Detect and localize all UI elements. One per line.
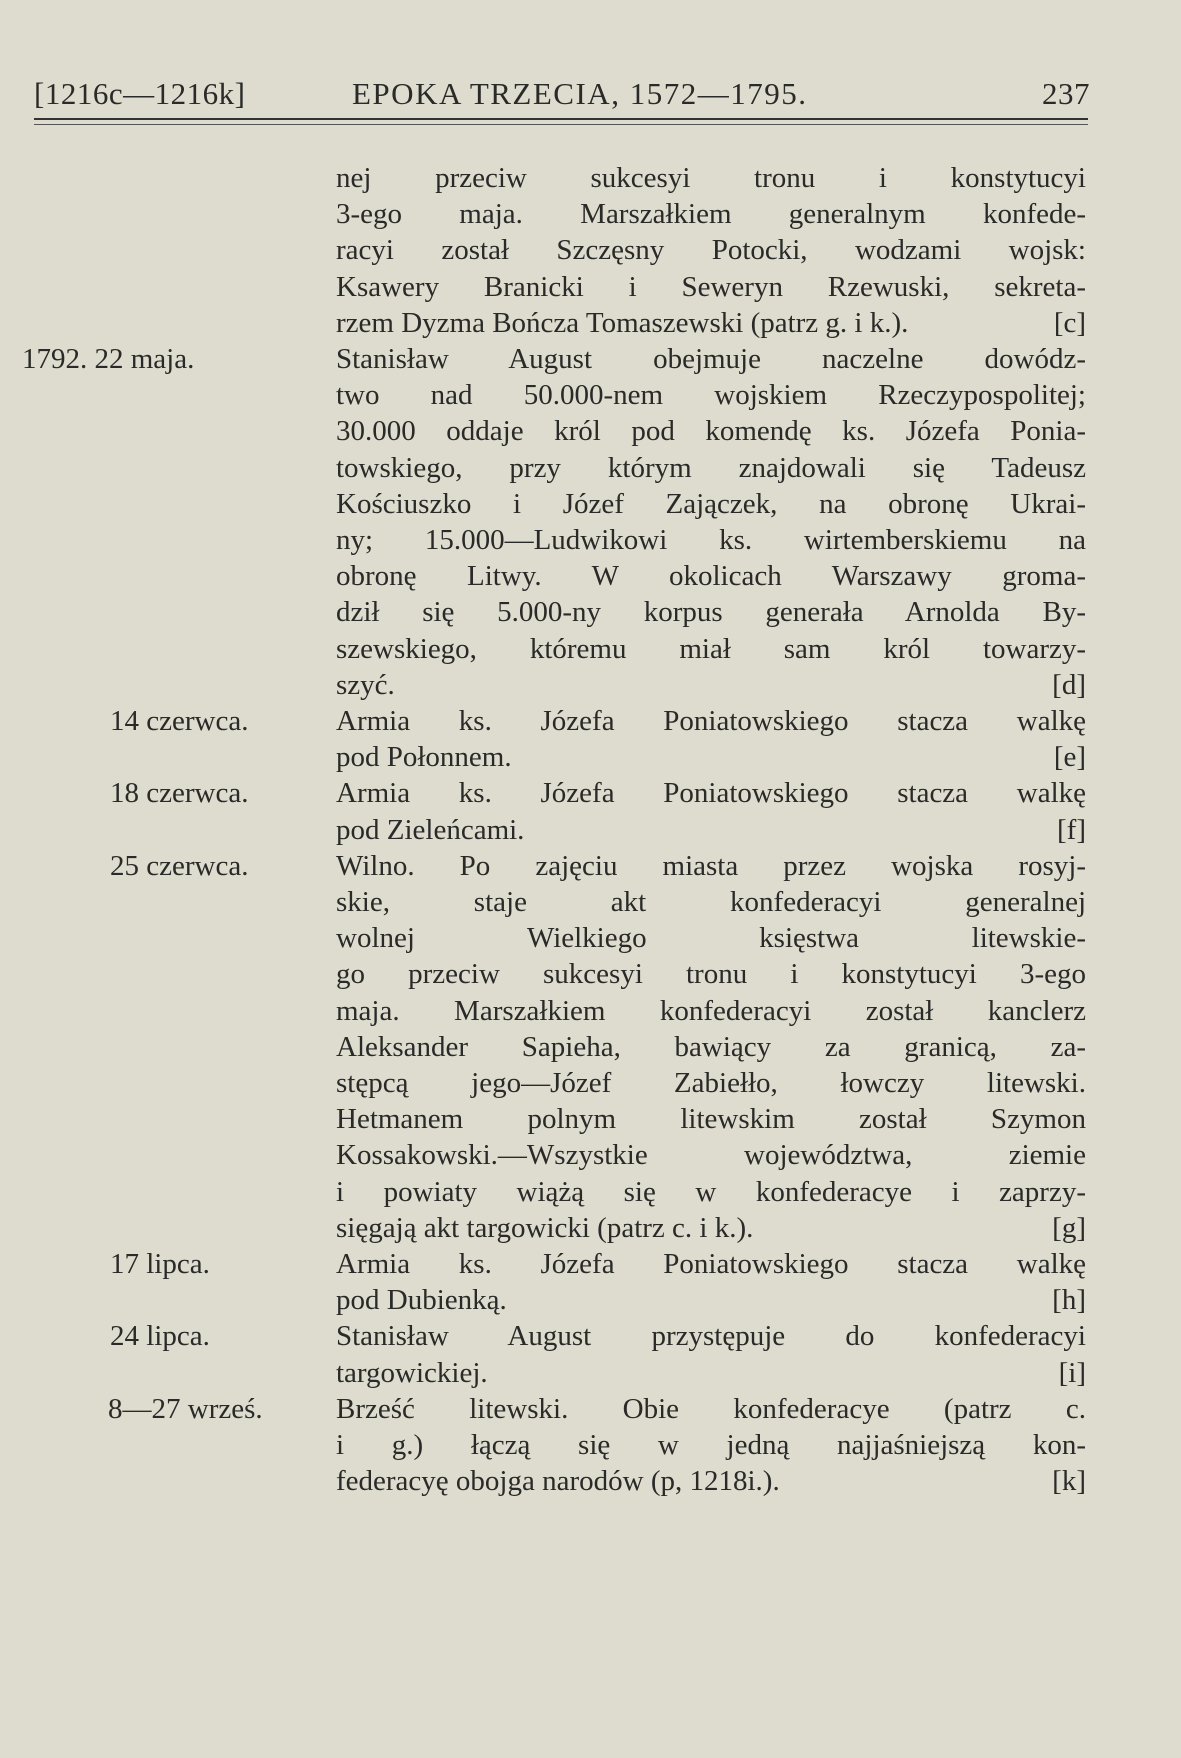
entry-line: [336, 1246, 1086, 1282]
entry-line-text: 3-ego maja. Marszałkiem generalnym konfede-: [336, 198, 1086, 231]
entry-line-text: pod Połonnem.: [336, 741, 512, 774]
entry-line-text: Armia ks. Józefa Poniatowskiego stacza walkę: [336, 705, 1086, 737]
entry-line: [336, 920, 1086, 956]
running-header: [34, 64, 1090, 116]
entry-line: [336, 812, 1086, 848]
entry-line-text: pod Zieleńcami.: [336, 813, 525, 846]
entry-line-text: rzem Dyzma Bończa Tomaszewski (patrz g. i k.).: [336, 306, 909, 339]
entry-reference-mark: [g]: [1052, 1211, 1086, 1244]
entry-line-text: wolnej Wielkiego księstwa litewskie-: [336, 922, 1086, 955]
entry-line-text: 30.000 oddaje król pod komendę ks. Józefa Ponia-: [336, 415, 1086, 448]
entry-line-text: Aleksander Sapieha, bawiący za granicą, za-: [336, 1030, 1086, 1063]
entry-line: [336, 739, 1086, 775]
entry-line-text: szyć.: [336, 668, 395, 701]
entry-line-text: stępcą jego—Józef Zabiełło, łowczy litewski.: [336, 1067, 1086, 1099]
entry-line-text: Kossakowski.—Wszystkie województwa, ziemie: [336, 1139, 1086, 1172]
entry-line: [336, 848, 1086, 884]
entry-line: [336, 196, 1086, 232]
entry-reference-mark: [h]: [1052, 1284, 1086, 1317]
entry-line: [336, 703, 1086, 739]
entry-line-text: racyi został Szczęsny Potocki, wodzami wojsk:: [336, 234, 1086, 267]
entry-line-text: Ksawery Branicki i Seweryn Rzewuski, sekreta-: [336, 270, 1086, 303]
entry-line: [336, 993, 1086, 1029]
entry-line-text: Brześć litewski. Obie konfederacye (patrz c.: [336, 1392, 1086, 1425]
entry-line: [336, 305, 1086, 341]
entry-line: [336, 450, 1086, 486]
entry-line-text: Stanisław August obejmuje naczelne dowódz-: [336, 343, 1086, 375]
entry-date: 24 lipca.: [110, 1320, 210, 1353]
entry-date: 8—27 wrześ.: [108, 1392, 263, 1425]
entry-reference-mark: [d]: [1052, 668, 1086, 701]
entry-date: 17 lipca.: [110, 1248, 210, 1280]
entry-line-text: federacyę obojga narodów (p, 1218i.).: [336, 1465, 780, 1498]
entry-line: [336, 1463, 1086, 1499]
entry-line-text: i powiaty wiążą się w konfederacye i zaprzy-: [336, 1175, 1086, 1208]
entry-reference-mark: [c]: [1053, 306, 1086, 339]
entry-line-text: sięgają akt targowicki (patrz c. i k.).: [336, 1211, 754, 1244]
entry-date: 14 czerwca.: [110, 705, 249, 737]
page-number: 237: [1042, 76, 1090, 111]
entry-reference-mark: [f]: [1057, 813, 1086, 846]
entry-line-text: obronę Litwy. W okolicach Warszawy groma-: [336, 560, 1086, 593]
entry-line-text: Hetmanem polnym litewskim został Szymon: [336, 1103, 1086, 1136]
entry-date: 1792. 22 maja.: [22, 343, 195, 375]
entry-line-text: szewskiego, któremu miał sam król towarzy-: [336, 632, 1086, 665]
entry-line: [336, 341, 1086, 377]
running-title: EPOKA TRZECIA, 1572—1795.: [352, 76, 808, 111]
header-rule-thick: [34, 118, 1088, 120]
entry-line-text: nej przeciw sukcesyi tronu i konstytucyi: [336, 162, 1086, 194]
entry-line-text: dził się 5.000-ny korpus generała Arnolda By-: [336, 596, 1086, 629]
entry-line: [336, 1210, 1086, 1246]
entry-line: [336, 558, 1086, 594]
entry-line: [336, 522, 1086, 558]
entry-line: [336, 1282, 1086, 1318]
entry-line-text: two nad 50.000-nem wojskiem Rzeczypospolitej;: [336, 379, 1086, 412]
entry-line-text: i g.) łączą się w jedną najjaśniejszą kon-: [336, 1429, 1086, 1461]
entry-line: [336, 1101, 1086, 1137]
section-range: [1216c—1216k]: [34, 76, 246, 111]
entry-line: [336, 160, 1086, 196]
entry-line-text: Wilno. Po zajęciu miasta przez wojska rosyj-: [336, 849, 1086, 882]
entry-line: [336, 1029, 1086, 1065]
entry-line: [336, 269, 1086, 305]
entry-line-text: towskiego, przy którym znajdowali się Tadeusz: [336, 451, 1086, 484]
entry-line-text: skie, staje akt konfederacyi generalnej: [336, 886, 1086, 918]
entry-line: [336, 232, 1086, 268]
entry-line-text: targowickiej.: [336, 1356, 488, 1389]
entry-line: [336, 775, 1086, 811]
entry-line: [336, 1391, 1086, 1427]
entry-reference-mark: [i]: [1058, 1356, 1086, 1389]
entry-line-text: Stanisław August przystępuje do konfederacyi: [336, 1320, 1086, 1353]
entry-line: [336, 631, 1086, 667]
entry-line-text: pod Dubienką.: [336, 1284, 507, 1317]
entry-date: 18 czerwca.: [110, 777, 249, 810]
entry-reference-mark: [e]: [1053, 741, 1086, 774]
entry-line: [336, 1318, 1086, 1354]
entry-line: [336, 1137, 1086, 1173]
entry-line-text: Armia ks. Józefa Poniatowskiego stacza walkę: [336, 1248, 1086, 1280]
header-rule-thin: [34, 124, 1088, 125]
entry-line: [336, 377, 1086, 413]
entry-reference-mark: [k]: [1052, 1465, 1086, 1498]
entry-line-text: Armia ks. Józefa Poniatowskiego stacza walkę: [336, 777, 1086, 810]
entry-line-text: go przeciw sukcesyi tronu i konstytucyi 3-ego: [336, 958, 1086, 991]
entry-line: [336, 1174, 1086, 1210]
entry-line: [336, 413, 1086, 449]
entry-line-text: maja. Marszałkiem konfederacyi został kanclerz: [336, 994, 1086, 1027]
entry-date: 25 czerwca.: [110, 849, 249, 882]
entry-line: [336, 594, 1086, 630]
entry-line: [336, 486, 1086, 522]
entry-line: [336, 1427, 1086, 1463]
entry-line: [336, 1065, 1086, 1101]
entry-line: [336, 667, 1086, 703]
entry-line-text: Kościuszko i Józef Zajączek, na obronę Ukrai-: [336, 487, 1086, 520]
entry-line: [336, 884, 1086, 920]
entry-line: [336, 1355, 1086, 1391]
entry-line: [336, 956, 1086, 992]
entry-line-text: ny; 15.000—Ludwikowi ks. wirtemberskiemu na: [336, 524, 1086, 556]
